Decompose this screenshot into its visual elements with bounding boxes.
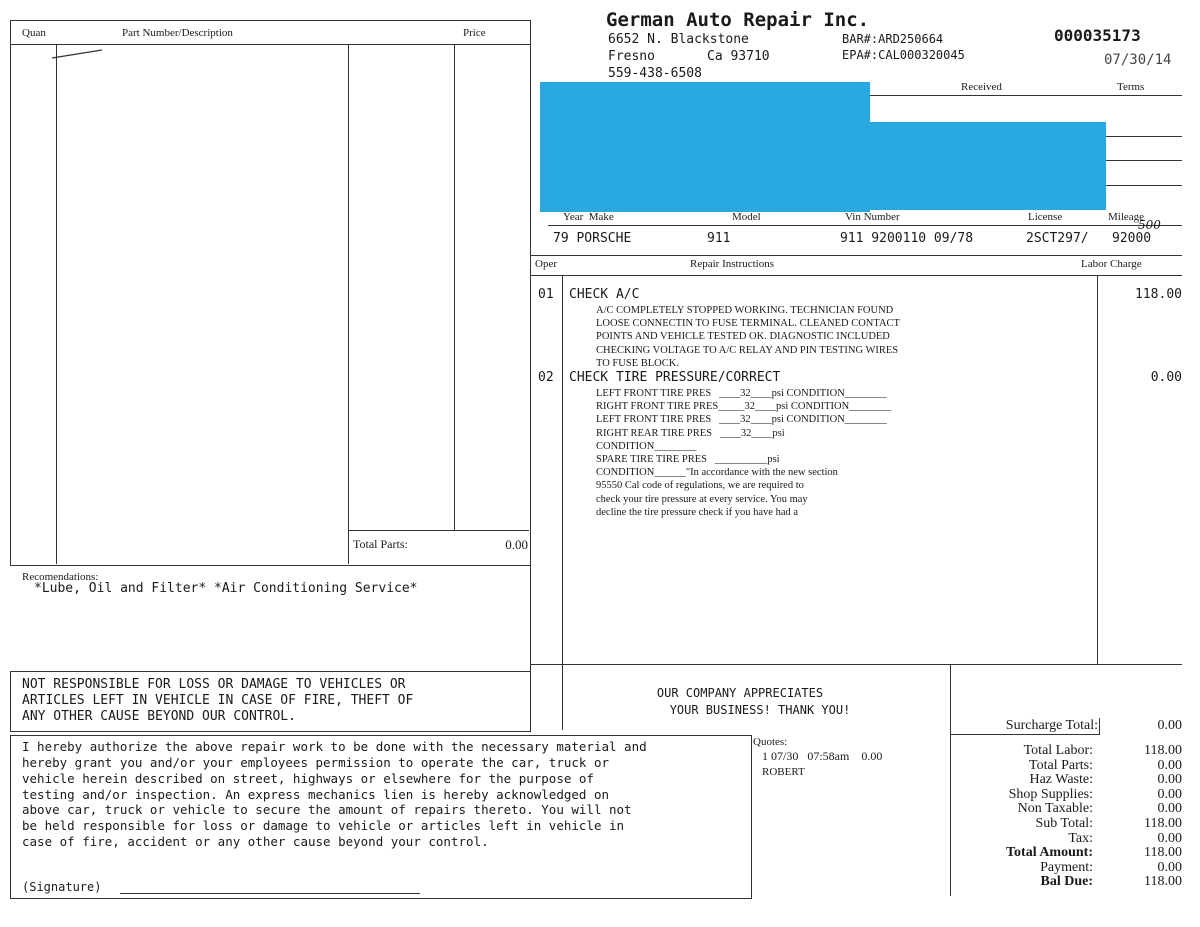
surcharge-total-value: 0.00 [1157,718,1182,733]
parts-header-description: Part Number/Description [122,27,233,39]
vehicle-header-year-make: Year Make [563,211,614,223]
repair-item-1-charge: 118.00 [1135,287,1182,302]
vehicle-header-vin: Vin Number [845,211,900,223]
quotes-label: Quotes: [753,736,788,748]
vehicle-year-make: 79 PORSCHE [553,231,632,246]
repair-col-divider-oper [562,275,563,730]
vehicle-mileage-handwritten: 500 [1138,218,1161,232]
repair-header-instructions: Repair Instructions [690,258,775,270]
vehicle-header-model: Model [732,211,761,223]
repair-col-divider-labor [1097,275,1098,665]
thanks-line-2: YOUR BUSINESS! THANK YOU! [669,703,851,717]
repair-header-top-rule [530,255,1182,256]
terms-rule-3 [1104,185,1182,186]
signature-line[interactable] [120,893,420,894]
vehicle-header-license: License [1028,211,1063,223]
terms-rule-2 [1104,160,1182,161]
repair-item-1-title: CHECK A/C [569,287,640,302]
totals-label-3: Haz Waste: [1029,772,1093,788]
totals-label-6: Sub Total: [1035,816,1093,831]
repair-header-labor: Labor Charge [1081,258,1142,270]
vehicle-vin: 911 9200110 09/78 [840,231,974,246]
authorization-line-2: hereby grant you and/or your employees permission to operate the car, truck or [22,755,609,770]
recommendations-label: Recomendations: [22,571,99,583]
totals-value-9: 0.00 [1157,859,1182,875]
thanks-line-1: OUR COMPANY APPRECIATES [656,686,824,700]
vehicle-header-mileage: Mileage [1108,211,1145,223]
shop-name: German Auto Repair Inc. [606,9,870,31]
redaction-block-2 [780,122,1106,210]
totals-value-3: 0.00 [1157,772,1182,788]
totals-label-1: Total Labor: [1023,743,1093,758]
received-label: Received [961,81,1002,93]
thanks-right-divider [950,664,951,896]
totals-value-6: 118.00 [1144,816,1182,831]
totals-label-4: Shop Supplies: [1008,786,1093,802]
parts-col-divider-quan [56,44,57,564]
authorization-line-5: above car, truck or vehicle to secure the amount of repairs thereto. You will not [22,802,632,817]
surcharge-total-label: Surcharge Total: [1005,718,1098,733]
repair-item-2-notes: LEFT FRONT TIRE PRES ____32____psi CONDITION________ RIGHT FRONT TIRE PRES_____32____psi CONDITION________ LEFT FRONT TIRE PRES ____32____psi CONDITION________ RIGHT REAR TIRE PRES ____32____psi CONDITION________ SPARE TIRE TIRE PRES __________psi CONDITION______"In accordance with the new section 95550 Cal code of regulations, we are required to check your tire pressure at every service. You may decline the tire pressure check if you have had a [596,388,892,518]
totals-label-2: Total Parts: [1029,757,1093,773]
repair-header-oper: Oper [535,258,557,270]
terms-rule-1 [1104,136,1182,137]
totals-value-7: 0.00 [1157,830,1182,846]
disclaimer-line-1: NOT RESPONSIBLE FOR LOSS OR DAMAGE TO VEHICLES OR [22,677,406,692]
invoice-date: 07/30/14 [1104,52,1172,68]
totals-label-9: Payment: [1040,859,1093,875]
totals-label-7: Tax: [1068,830,1093,846]
authorization-line-6: be held responsible for loss or damage to vehicle or articles left in vehicle in [22,818,625,833]
authorization-line-7: case of fire, accident or any other cause beyond your control. [22,834,489,849]
authorization-line-3: vehicle herein described on street, highways or elsewhere for the purpose of [22,771,594,786]
repair-header-bottom-rule [530,275,1182,276]
totals-value-8: 118.00 [1144,845,1182,861]
totals-value-5: 0.00 [1157,801,1182,817]
vehicle-license: 2SCT297/ [1026,231,1089,246]
authorization-line-1: I hereby authorize the above repair work to be done with the necessary material and [22,739,647,754]
quotes-line-1: 1 07/30 07:58am 0.00 [762,749,883,763]
totals-label-8: Total Amount: [1005,845,1093,861]
repair-item-1-number: 01 [538,287,554,302]
totals-value-4: 0.00 [1157,786,1182,802]
shop-state-zip: Ca 93710 [707,49,770,64]
shop-bar-number: BAR#:ARD250664 [842,32,944,46]
totals-label-10: Bal Due: [1040,874,1093,890]
totals-value-10: 118.00 [1144,874,1182,890]
total-parts-value: 0.00 [505,537,528,552]
totals-value-2: 0.00 [1157,757,1182,773]
recommendations-text: *Lube, Oil and Filter* *Air Conditioning Service* [34,581,418,596]
shop-address: 6652 N. Blackstone [608,32,749,47]
vehicle-header-rule [548,225,1182,226]
total-parts-label: Total Parts: [353,537,408,551]
signature-label: (Signature) [22,880,102,894]
parts-table [10,20,531,566]
total-parts-rule [348,530,529,531]
disclaimer-line-3: ANY OTHER CAUSE BEYOND OUR CONTROL. [22,709,296,724]
invoice-number: 000035173 [1054,26,1141,45]
repair-item-2-charge: 0.00 [1150,370,1182,385]
totals-label-5: Non Taxable: [1017,801,1093,817]
repair-table-left-edge [530,255,531,730]
pen-stroke-mark [50,44,110,64]
parts-header-price: Price [463,27,486,39]
repair-bottom-rule [530,664,1182,665]
repair-item-2-title: CHECK TIRE PRESSURE/CORRECT [569,370,781,385]
shop-epa-number: EPA#:CAL000320045 [842,48,965,62]
surcharge-rule [950,734,1100,735]
terms-label: Terms [1117,81,1145,93]
authorization-line-4: testing and/or inspection. An express mechanics lien is hereby acknowledged on [22,787,609,802]
shop-city: Fresno [608,49,655,64]
vehicle-mileage: 92000 [1112,231,1152,246]
parts-header-quan: Quan [22,27,46,39]
surcharge-right-edge [1099,718,1100,734]
repair-item-2-number: 02 [538,370,554,385]
shop-phone: 559-438-6508 [608,66,702,81]
parts-col-divider-price [454,44,455,530]
quotes-line-2: ROBERT [762,766,805,778]
totals-value-1: 118.00 [1144,743,1182,758]
parts-col-divider-total [348,44,349,564]
vehicle-model: 911 [707,231,731,246]
disclaimer-line-2: ARTICLES LEFT IN VEHICLE IN CASE OF FIRE, THEFT OF [22,693,414,708]
repair-item-1-notes: A/C COMPLETELY STOPPED WORKING. TECHNICIAN FOUND LOOSE CONNECTIN TO FUSE TERMINAL. CLEANED CONTACT POINTS AND VEHICLE TESTED OK. DIAGNOSTIC INCLUDED CHECKING VOLTAGE TO A/C RELAY AND PIN TESTING WIRES TO FUSE BLOCK. [596,305,900,369]
